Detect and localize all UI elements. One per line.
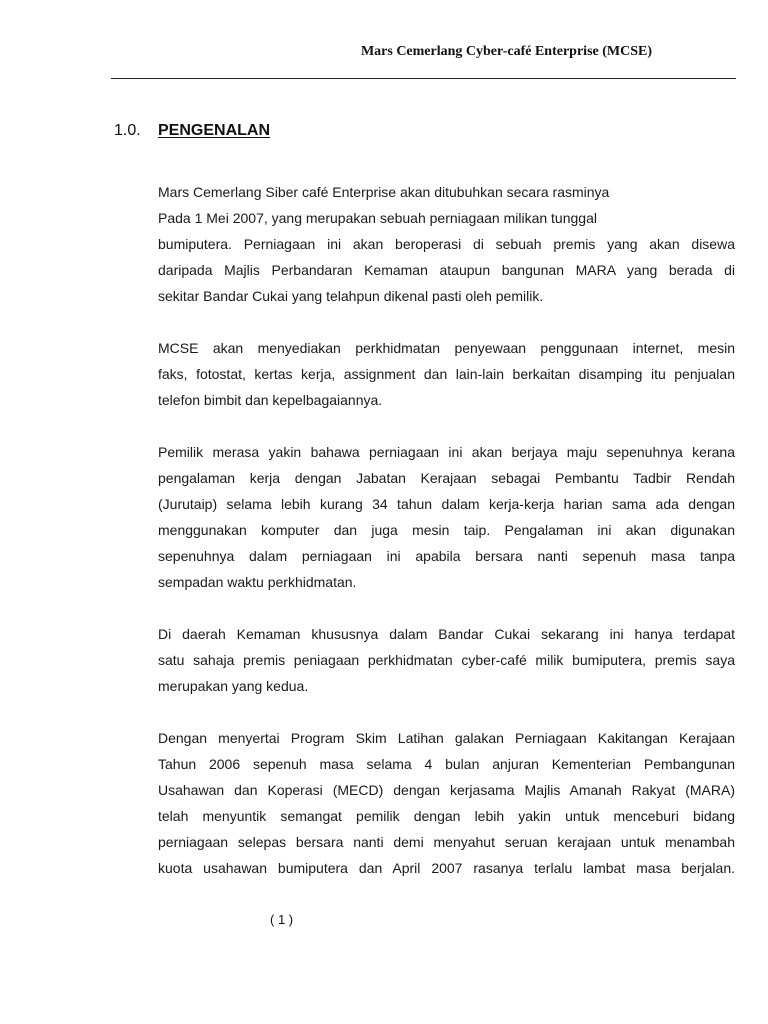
text-line: satu sahaja premis peniagaan perkhidmatan cyber-café milik bumiputera, premis saya xyxy=(158,652,735,668)
paragraph-experience xyxy=(158,439,735,595)
text-line: merupakan yang kedua. xyxy=(158,678,309,694)
text-line: pengalaman kerja dengan Jabatan Kerajaan sebagai Pembantu Tadbir Rendah xyxy=(158,470,735,486)
text-line: faks, fotostat, kertas kerja, assignment dan lain-lain berkaitan disamping itu penjualan xyxy=(158,366,735,382)
text-line: menggunakan komputer dan juga mesin taip. Pengalaman ini akan digunakan xyxy=(158,522,735,538)
body-text xyxy=(158,179,735,881)
section-heading xyxy=(114,122,270,140)
text-line: Usahawan dan Koperasi (MECD) dengan kerjasama Majlis Amanah Rakyat (MARA) xyxy=(158,782,735,798)
text-line: telefon bimbit dan kepelbagaiannya. xyxy=(158,392,383,408)
text-line: kuota usahawan bumiputera dan April 2007 rasanya terlalu lambat masa berjalan. xyxy=(158,860,735,876)
text-line: sekitar Bandar Cukai yang telahpun dikenal pasti oleh pemilik. xyxy=(158,288,544,304)
text-line: daripada Majlis Perbandaran Kemaman ataupun bangunan MARA yang berada di xyxy=(158,262,735,278)
text-line: telah menyuntik semangat pemilik dengan lebih yakin untuk menceburi bidang xyxy=(158,808,735,824)
text-line: sepenuhnya dalam perniagaan ini apabila bersara nanti sepenuh masa tanpa xyxy=(158,548,735,564)
text-line: Pemilik merasa yakin bahawa perniagaan ini akan berjaya maju sepenuhnya kerana xyxy=(158,444,735,460)
text-line: bumiputera. Perniagaan ini akan beroperasi di sebuah premis yang akan disewa xyxy=(158,236,735,252)
paragraph-training xyxy=(158,725,735,881)
header-divider xyxy=(111,78,736,79)
text-line: Mars Cemerlang Siber café Enterprise akan ditubuhkan secara rasminya xyxy=(158,184,610,200)
text-line: sempadan waktu perkhidmatan. xyxy=(158,574,357,590)
section-number: 1.0. xyxy=(114,122,141,139)
text-line: Di daerah Kemaman khususnya dalam Bandar Cukai sekarang ini hanya terdapat xyxy=(158,626,735,642)
section-title: PENGENALAN xyxy=(158,122,271,139)
page-number: ( 1 ) xyxy=(270,912,294,927)
text-line: perniagaan selepas bersara nanti demi menyahut seruan kerajaan untuk menambah xyxy=(158,834,735,850)
text-line: (Jurutaip) selama lebih kurang 34 tahun dalam kerja-kerja harian sama ada dengan xyxy=(158,496,735,512)
paragraph-services xyxy=(158,335,735,413)
text-line: MCSE akan menyediakan perkhidmatan penyewaan penggunaan internet, mesin xyxy=(158,340,735,356)
text-line: Dengan menyertai Program Skim Latihan galakan Perniagaan Kakitangan Kerajaan xyxy=(158,730,735,746)
paragraph-intro xyxy=(158,179,735,309)
running-header-title: Mars Cemerlang Cyber-café Enterprise (MCSE) xyxy=(360,44,652,59)
paragraph-market xyxy=(158,621,735,699)
text-line: Tahun 2006 sepenuh masa selama 4 bulan anjuran Kementerian Pembangunan xyxy=(158,756,735,772)
text-line: Pada 1 Mei 2007, yang merupakan sebuah perniagaan milikan tunggal xyxy=(158,210,597,226)
